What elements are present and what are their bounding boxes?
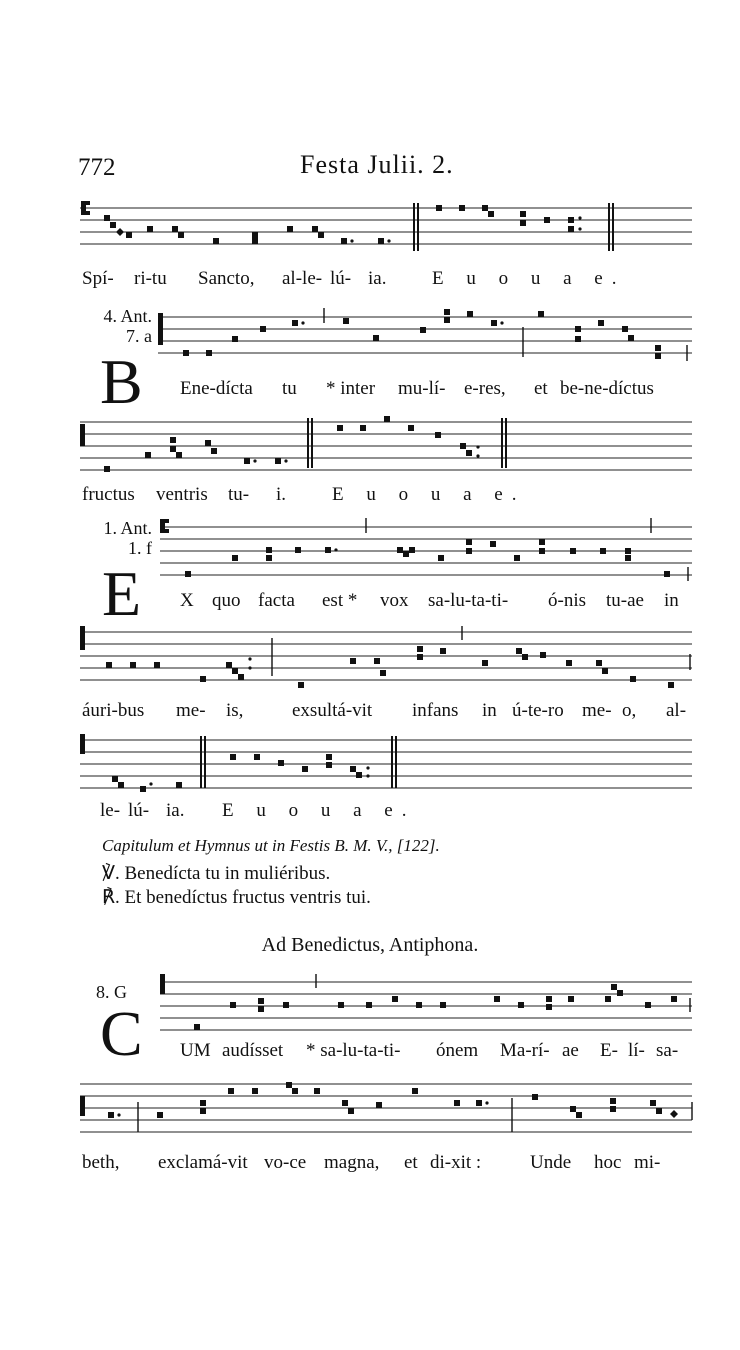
lyrics-line-8: beth, exclamá-vit vo-ce magna, et di-xit : Unde hoc mi- bbox=[82, 1152, 661, 1173]
lyrics-line-4: X quo facta est * vox sa-lu-ta-ti- ó-nis tu-ae in bbox=[180, 590, 679, 611]
staff-4 bbox=[0, 515, 740, 595]
staff-5 bbox=[0, 618, 740, 708]
staff-2 bbox=[0, 305, 740, 385]
lyrics-line-1: Spí- ri-tu Sancto, al-le- lú- ia. E u o u a e. bbox=[82, 268, 626, 289]
lyrics-line-5: áuri-bus me- is, exsultá-vit infans in ú-te-ro me- o, al- bbox=[82, 700, 687, 721]
staff-7 bbox=[0, 970, 740, 1050]
staff-1 bbox=[0, 195, 740, 275]
versicle: ℣. Benedícta tu in muliéribus. bbox=[102, 863, 331, 884]
initial-letter-b: B bbox=[100, 346, 143, 417]
staff-6 bbox=[0, 728, 740, 808]
lyrics-line-7: UM audísset * sa-lu-ta-ti- ónem Ma-rí- ae E- lí- sa- bbox=[180, 1040, 679, 1061]
staff-3 bbox=[0, 410, 740, 490]
lyrics-line-3: fructus ventris tu- i. E u o u a e. bbox=[82, 484, 526, 505]
antiphon-label-1: 1. Ant. 1. f bbox=[103, 518, 152, 558]
initial-letter-e: E bbox=[102, 558, 142, 629]
staff-8 bbox=[0, 1072, 740, 1152]
initial-letter-c: C bbox=[100, 998, 143, 1069]
benedictus-heading: Ad Benedictus, Antiphona. bbox=[261, 934, 479, 956]
lyrics-line-6: le- lú- ia. E u o u a e. bbox=[100, 800, 416, 821]
lyrics-line-2: Ene-dícta tu * inter mu-lí- e-res, et be-ne-díctus bbox=[180, 378, 654, 399]
running-title: Festa Julii. 2. bbox=[300, 150, 454, 179]
antiphon-mode-label: 8. G bbox=[96, 982, 127, 1002]
page-number: 772 bbox=[78, 154, 116, 181]
rubric-capitulum: Capitulum et Hymnus ut in Festis B. M. V., [122]. bbox=[102, 836, 440, 855]
antiphon-label-4: 4. Ant. 7. a bbox=[103, 306, 152, 346]
response: ℟. Et benedíctus fructus ventris tui. bbox=[102, 887, 371, 908]
